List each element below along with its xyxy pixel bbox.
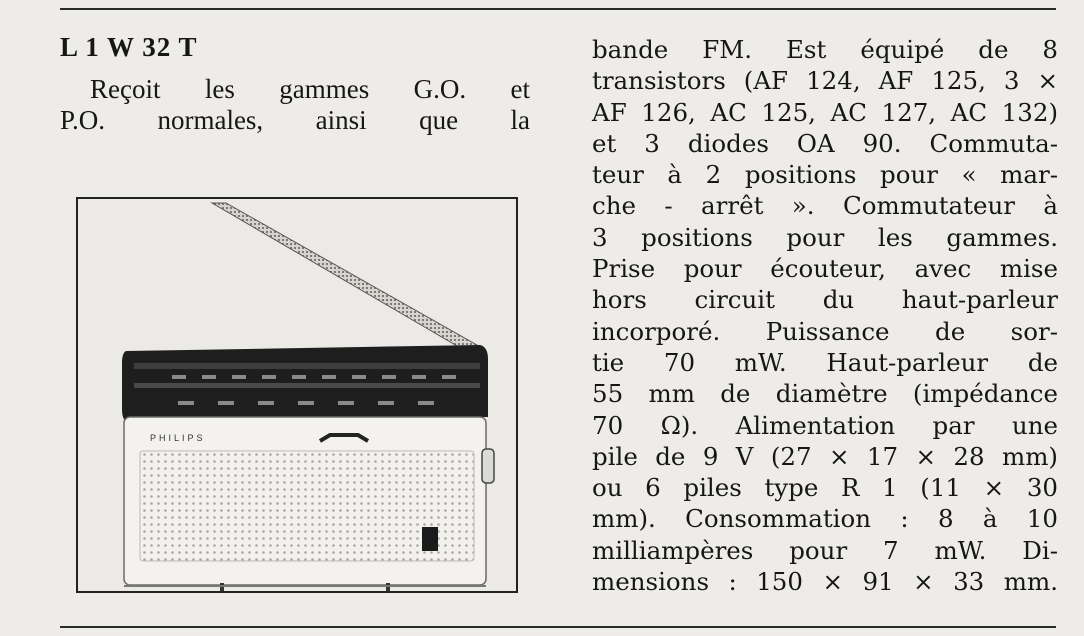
intro-paragraph [60, 74, 530, 136]
intro-line: P.O. normales, ainsi que la [60, 105, 530, 135]
radio-photo [76, 197, 518, 593]
body-line: incorporé. Puissance de sor- [592, 316, 1058, 346]
body-line: tie 70 mW. Haut-parleur de [592, 347, 1058, 377]
body-line: Prise pour écouteur, avec mise [592, 254, 1058, 284]
body-line: pile de 9 V (27 × 17 × 28 mm) [592, 441, 1058, 471]
top-rule [60, 8, 1056, 10]
body-line: bande FM. Est équipé de 8 [592, 35, 1058, 64]
tuning-knob [482, 449, 494, 483]
body-paragraph [592, 34, 1058, 597]
body-line: 70 Ω). Alimentation par une [592, 410, 1058, 440]
body-line: milliampères pour 7 mW. Di- [592, 535, 1058, 565]
body-line: hors circuit du haut-parleur [592, 285, 1058, 315]
brand-label: PHILIPS [150, 433, 206, 443]
body-line: che - arrêt ». Commutateur à [592, 191, 1058, 221]
body-line: 3 positions pour les gammes. [592, 222, 1058, 252]
body-line: 55 mm de diamètre (impédance [592, 379, 1058, 409]
volume-control [422, 527, 438, 551]
body-line: et 3 diodes OA 90. Commuta- [592, 128, 1058, 158]
bottom-rule [60, 626, 1056, 628]
body-line: teur à 2 positions pour « mar- [592, 160, 1058, 190]
body-line: mensions : 150 × 91 × 33 mm. [592, 567, 1058, 597]
body-line: AF 126, AC 125, AC 127, AC 132) [592, 97, 1058, 127]
body-line: transistors (AF 124, AF 125, 3 × [592, 66, 1058, 96]
antenna [212, 203, 484, 357]
model-heading: L 1 W 32 T [60, 32, 198, 62]
intro-line: Reçoit les gammes G.O. et [90, 74, 530, 104]
body-line: mm). Consommation : 8 à 10 [592, 504, 1058, 534]
body-line: ou 6 piles type R 1 (11 × 30 [592, 473, 1058, 503]
